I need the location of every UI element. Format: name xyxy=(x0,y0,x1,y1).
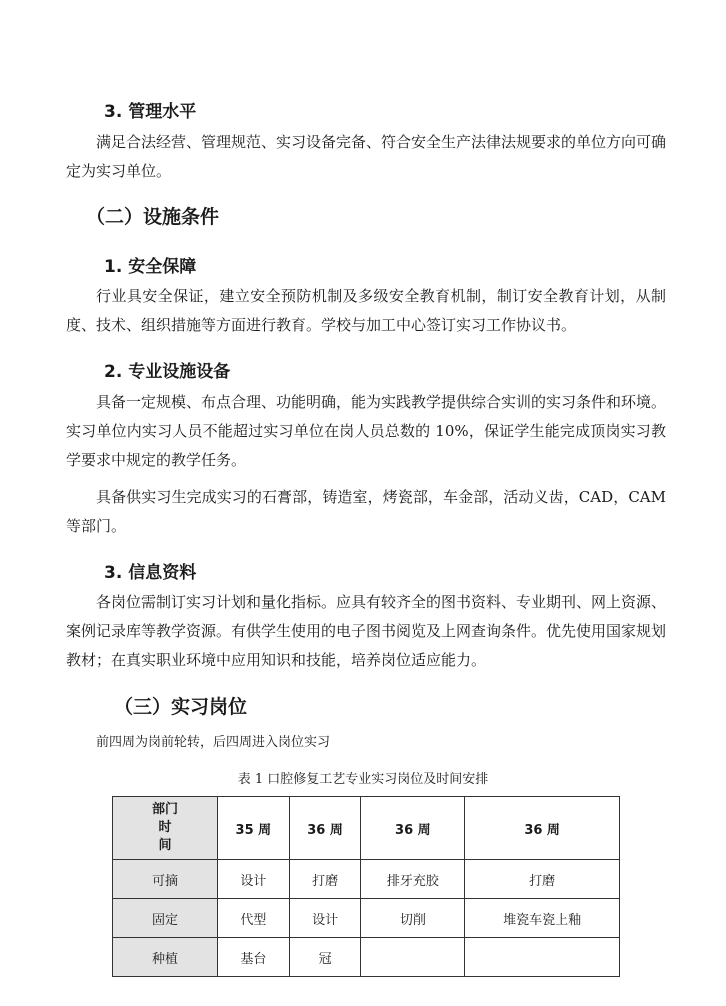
table-cell: 排牙充胶 xyxy=(361,860,465,899)
table-cell: 打磨 xyxy=(289,860,361,899)
corner-header-cell xyxy=(113,797,218,860)
row-header: 种植 xyxy=(113,938,218,977)
table-cell: 设计 xyxy=(218,860,290,899)
table-cell: 切削 xyxy=(361,899,465,938)
heading-internship-positions: （三）实习岗位 xyxy=(114,696,248,718)
corner-dept-label: 部门 xyxy=(151,802,178,817)
table-cell: 基台 xyxy=(218,938,290,977)
table-caption: 表 1 口腔修复工艺专业实习岗位及时间安排 xyxy=(237,772,489,787)
table-cell xyxy=(361,938,465,977)
table-cell: 代型 xyxy=(218,899,290,938)
table-row xyxy=(113,938,620,977)
heading-professional-facilities: 2. 专业设施设备 xyxy=(104,362,231,382)
heading-management-level: 3. 管理水平 xyxy=(104,102,197,122)
paragraph-text: 具备供实习生完成实习的石膏部，铸造室，烤瓷部，车金部，活动义齿，CAD，CAM 等部门。 xyxy=(66,488,666,535)
paragraph-safety xyxy=(66,282,666,340)
column-header: 36 周 xyxy=(465,797,620,860)
paragraph-text: 具备一定规模、布点合理、功能明确，能为实践教学提供综合实训的实习条件和环境。实习单位内实习人员不能超过实习单位在岗人员总数的 10%，保证学生能完成顶岗实习教学要求中规定的教学任务。 xyxy=(66,393,667,469)
table-cell: 打磨 xyxy=(465,860,620,899)
row-header: 可摘 xyxy=(113,860,218,899)
paragraph-management-level xyxy=(66,128,666,186)
heading-facility-conditions: （二）设施条件 xyxy=(86,206,220,228)
paragraph-text: 满足合法经营、管理规范、实习设备完备、符合安全生产法律法规要求的单位方向可确定为实习单位。 xyxy=(66,133,667,180)
table-cell: 堆瓷车瓷上釉 xyxy=(465,899,620,938)
heading-information-resources: 3. 信息资料 xyxy=(104,563,197,583)
table-header-row xyxy=(113,797,620,860)
paragraph-facilities-2 xyxy=(66,483,666,541)
table-cell xyxy=(465,938,620,977)
column-header: 36 周 xyxy=(361,797,465,860)
column-header: 35 周 xyxy=(218,797,290,860)
table-row xyxy=(113,899,620,938)
column-header: 36 周 xyxy=(289,797,361,860)
paragraph-facilities-1 xyxy=(66,388,666,475)
corner-time-label-2: 间 xyxy=(158,838,172,853)
row-header: 固定 xyxy=(113,899,218,938)
table-cell: 设计 xyxy=(289,899,361,938)
table-row xyxy=(113,860,620,899)
heading-safety: 1. 安全保障 xyxy=(104,257,197,277)
rotation-note: 前四周为岗前轮转，后四周进入岗位实习 xyxy=(96,735,331,750)
corner-time-label-1: 时 xyxy=(158,820,172,835)
internship-schedule-table xyxy=(112,796,620,977)
paragraph-information-resources xyxy=(66,588,666,675)
table-cell: 冠 xyxy=(289,938,361,977)
paragraph-text: 行业具安全保证，建立安全预防机制及多级安全教育机制，制订安全教育计划，从制度、技术、组织措施等方面进行教育。学校与加工中心签订实习工作协议书。 xyxy=(66,287,666,334)
paragraph-text: 各岗位需制订实习计划和量化指标。应具有较齐全的图书资料、专业期刊、网上资源、案例记录库等教学资源。有供学生使用的电子图书阅览及上网查询条件。优先使用国家规划教材；在真实职业环境中应用知识和技能，培养岗位适应能力。 xyxy=(66,593,667,669)
